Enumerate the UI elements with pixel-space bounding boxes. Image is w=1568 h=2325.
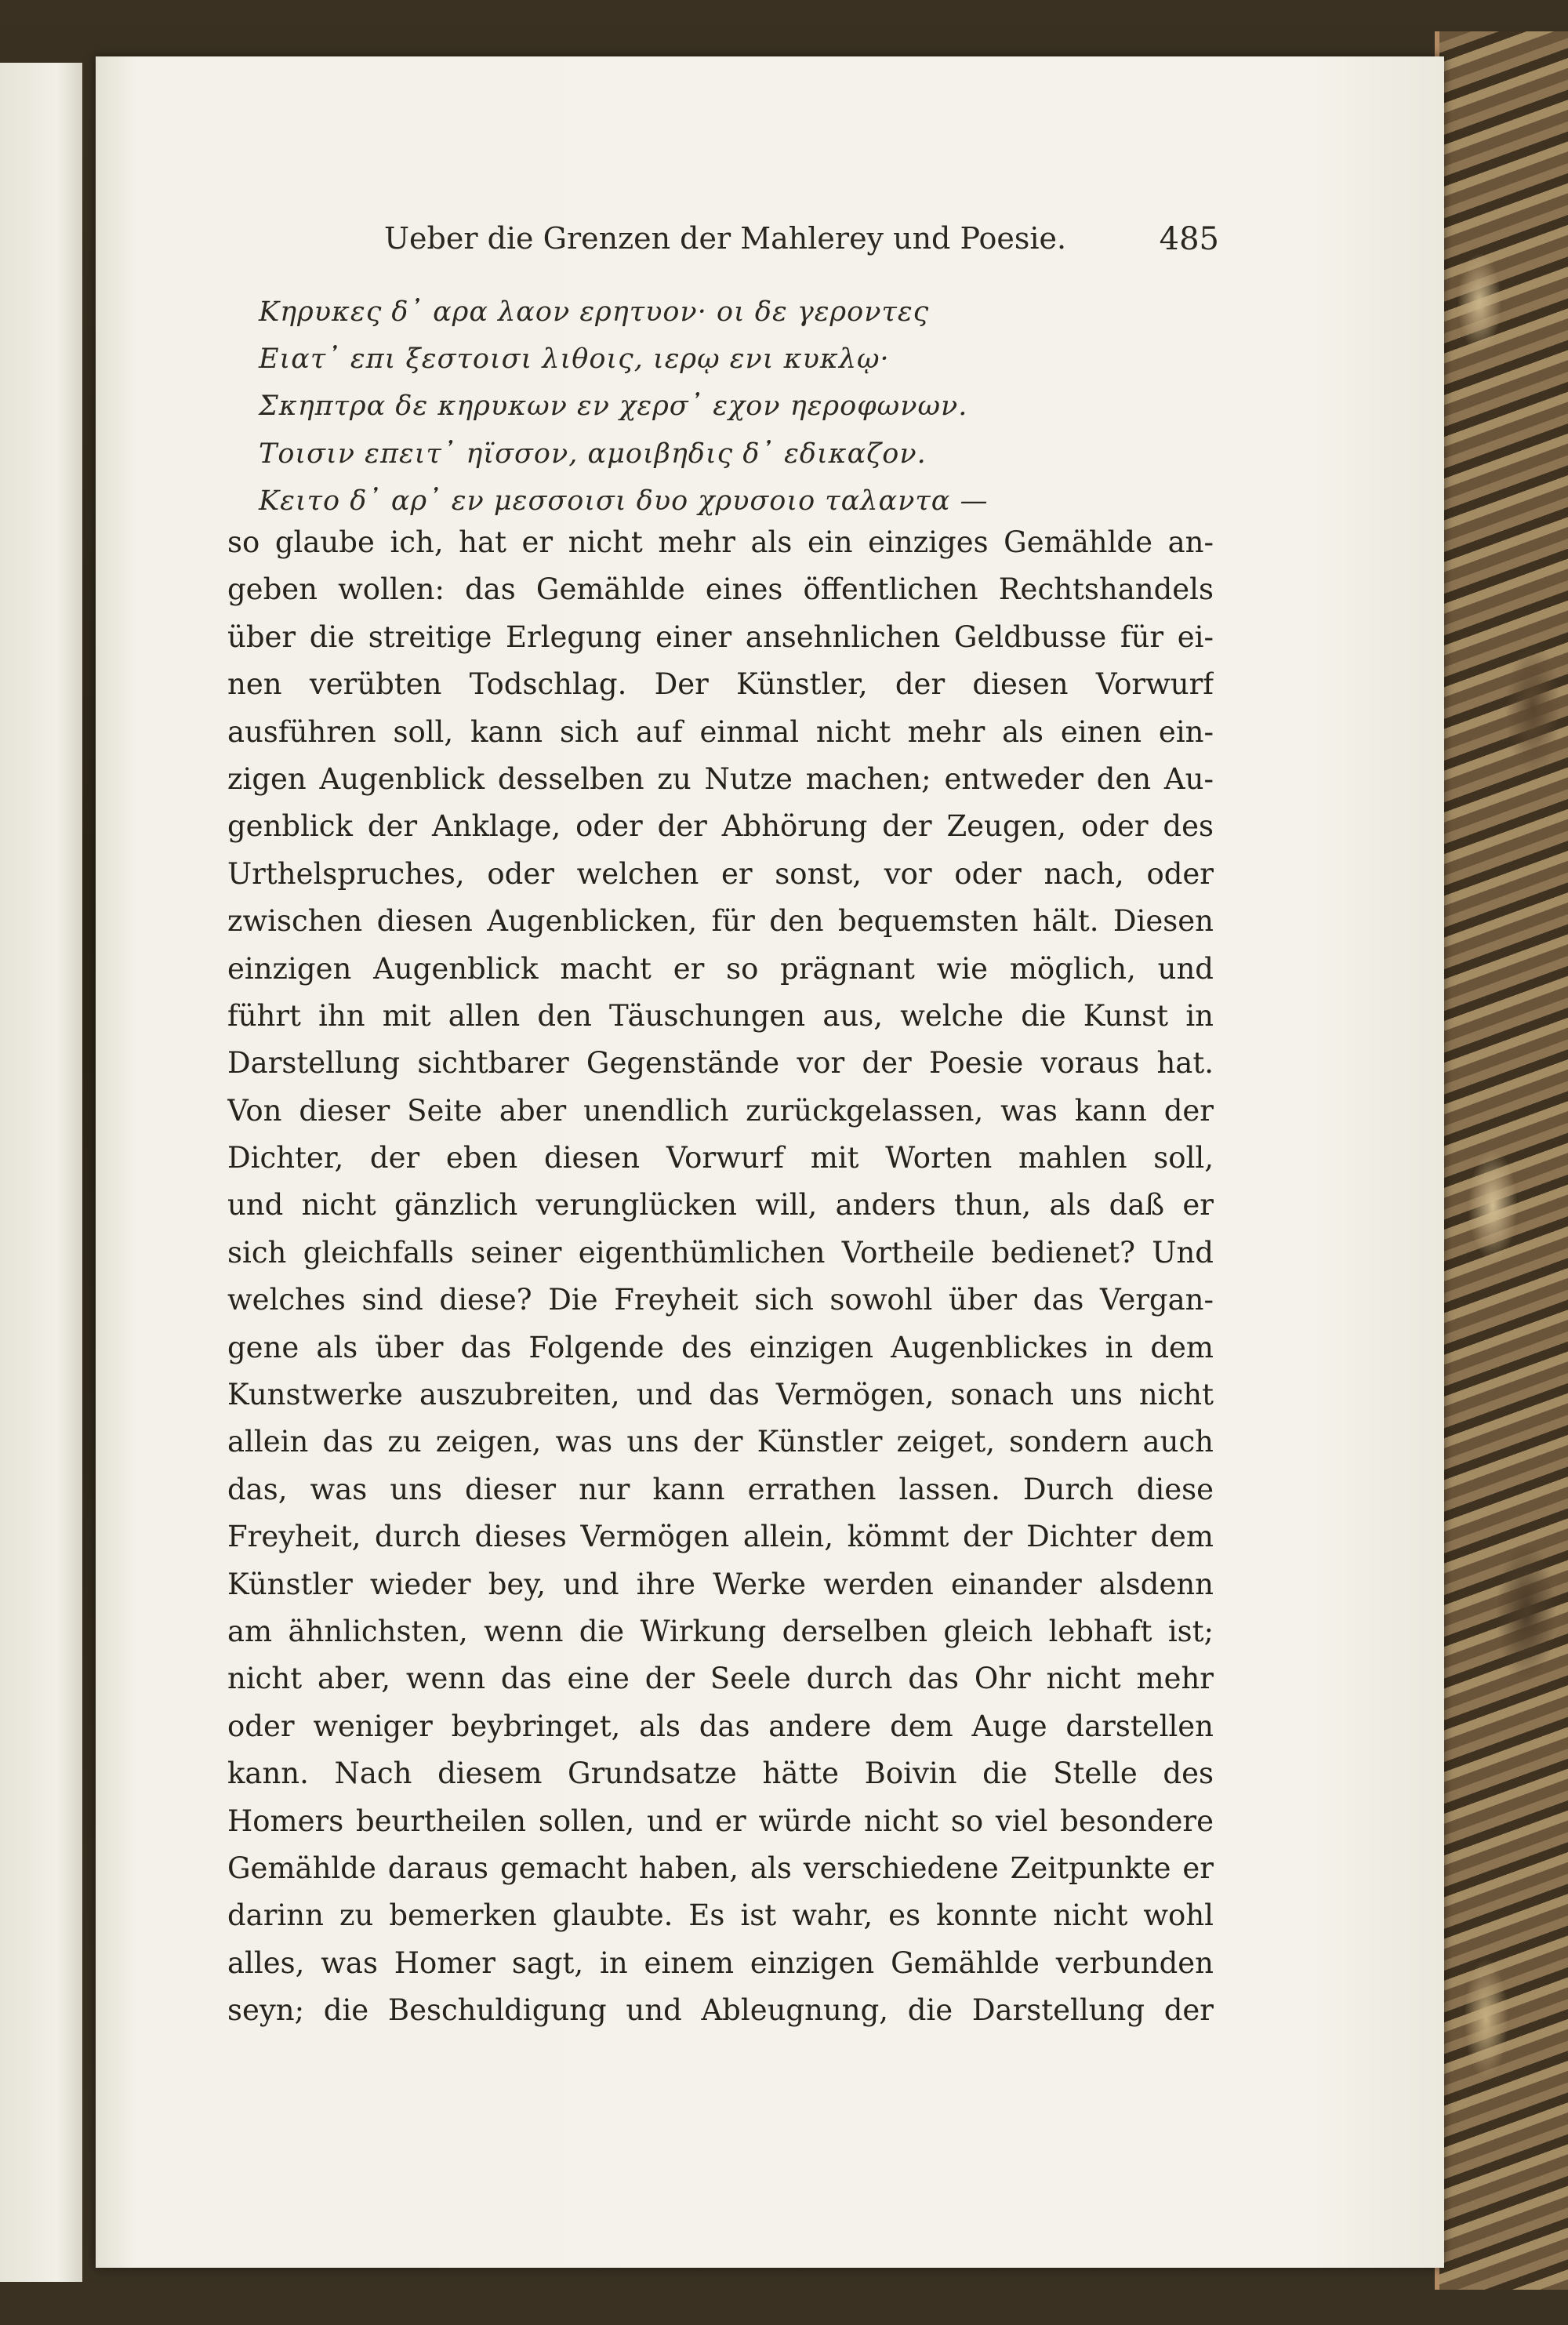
- text-line: so glaube ich, hat er nicht mehr als ein einziges Gemählde an-: [227, 525, 1214, 559]
- text-line: Gemählde daraus gemacht haben, als verschiedene Zeitpunkte er: [227, 1851, 1214, 1885]
- marbled-cover: [1435, 31, 1568, 2290]
- text-line: alles, was Homer sagt, in einem einzigen Gemählde verbunden: [227, 1945, 1214, 1980]
- text-line: welches sind diese? Die Freyheit sich sowohl über das Vergan-: [227, 1283, 1214, 1317]
- text-line: geben wollen: das Gemählde eines öffentlichen Rechtshandels: [227, 572, 1214, 607]
- text-line: nicht aber, wenn das eine der Seele durch das Ohr nicht mehr: [227, 1662, 1214, 1696]
- body-text: [227, 519, 1214, 2035]
- text-line: einzigen Augenblick macht er so prägnant wie möglich, und: [227, 951, 1214, 986]
- text-line: führt ihn mit allen den Täuschungen aus, welche die Kunst in: [227, 998, 1214, 1033]
- greek-verse-line: Κειτο δ᾽ αρ᾽ εν μεσσοισι δυο χρυσοιο ταλαντα —: [259, 485, 989, 517]
- greek-verse-block: [259, 289, 1231, 525]
- text-line: Freyheit, durch dieses Vermögen allein, kömmt der Dichter dem: [227, 1520, 1214, 1554]
- page-header: [384, 221, 1219, 268]
- text-line: kann. Nach diesem Grundsatze hätte Boivin die Stelle des: [227, 1756, 1214, 1791]
- text-line: und nicht gänzlich verunglücken will, anders thun, als daß er: [227, 1188, 1214, 1222]
- greek-verse-line: Σκηπτρα δε κηρυκων εν χερσ᾽ εχον ηεροφωνων.: [259, 391, 968, 423]
- text-line: Künstler wieder bey, und ihre Werke werden einander alsdenn: [227, 1567, 1214, 1601]
- greek-verse-line: Κηρυκες δ᾽ αρα λαον ερητυον· οι δε γεροντες: [259, 296, 930, 328]
- facing-page: [0, 63, 82, 2282]
- running-head: Ueber die Grenzen der Mahlerey und Poesie.: [384, 221, 1067, 256]
- text-line: Kunstwerke auszubreiten, und das Vermögen, sonach uns nicht: [227, 1378, 1214, 1412]
- text-line: oder weniger beybringet, als das andere dem Auge darstellen: [227, 1709, 1214, 1743]
- text-line: zwischen diesen Augenblicken, für den bequemsten hält. Diesen: [227, 904, 1214, 939]
- text-line: Homers beurtheilen sollen, und er würde nicht so viel besondere: [227, 1804, 1214, 1838]
- text-line: seyn; die Beschuldigung und Ableugnung, die Darstellung der: [227, 1993, 1214, 2028]
- text-line: ausführen soll, kann sich auf einmal nicht mehr als einen ein-: [227, 714, 1214, 749]
- text-line: das, was uns dieser nur kann errathen lassen. Durch diese: [227, 1472, 1214, 1506]
- text-line: sich gleichfalls seiner eigenthümlichen Vortheile bedienet? Und: [227, 1235, 1214, 1270]
- text-line: genblick der Anklage, oder der Abhörung der Zeugen, oder des: [227, 809, 1214, 844]
- text-line: allein das zu zeigen, was uns der Künstler zeiget, sondern auch: [227, 1425, 1214, 1459]
- text-line: Darstellung sichtbarer Gegenstände vor der Poesie voraus hat.: [227, 1046, 1214, 1081]
- text-line: darinn zu bemerken glaubte. Es ist wahr, es konnte nicht wohl: [227, 1898, 1214, 1933]
- page-number: 485: [1159, 221, 1219, 257]
- text-line: Dichter, der eben diesen Vorwurf mit Worten mahlen soll,: [227, 1141, 1214, 1175]
- text-line: Urthelspruches, oder welchen er sonst, vor oder nach, oder: [227, 856, 1214, 891]
- text-line: gene als über das Folgende des einzigen Augenblickes in dem: [227, 1330, 1214, 1364]
- text-line: am ähnlichsten, wenn die Wirkung derselben gleich lebhaft ist;: [227, 1614, 1214, 1648]
- text-line: Von dieser Seite aber unendlich zurückgelassen, was kann der: [227, 1093, 1214, 1128]
- text-line: zigen Augenblick desselben zu Nutze machen; entweder den Au-: [227, 761, 1214, 796]
- text-line: über die streitige Erlegung einer ansehnlichen Geldbusse für ei-: [227, 619, 1214, 654]
- text-line: nen verübten Todschlag. Der Künstler, der diesen Vorwurf: [227, 667, 1214, 702]
- greek-verse-line: Τοισιν επειτ᾽ ηϊσσον, αμοιβηδις δ᾽ εδικαζον.: [259, 438, 927, 470]
- greek-verse-line: Ειατ᾽ επι ξεστοισι λιθοις, ιερῳ ενι κυκλῳ·: [259, 343, 890, 376]
